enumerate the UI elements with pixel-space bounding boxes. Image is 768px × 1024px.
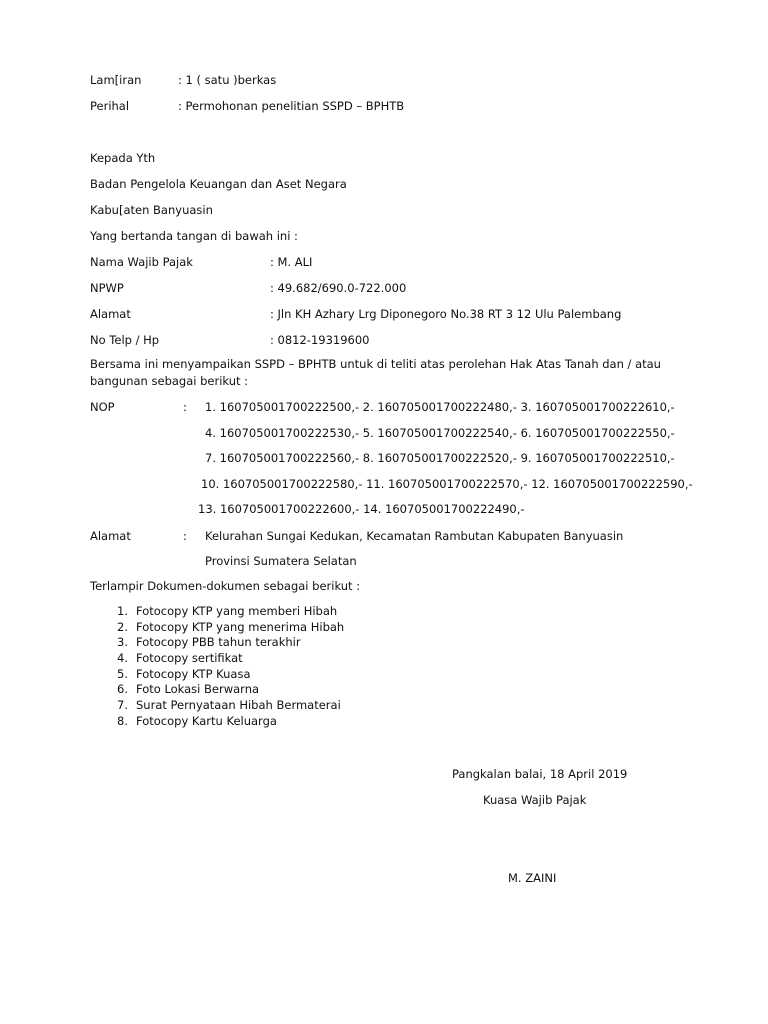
intro-text: Yang bertanda tangan di bawah ini : bbox=[90, 229, 298, 243]
recipient-regency: Kabu[aten Banyuasin bbox=[90, 203, 213, 217]
list-item-text: Fotocopy KTP Kuasa bbox=[136, 666, 251, 681]
nop-row: 13. 160705001700222600,- 14. 160705001700222490,- bbox=[198, 502, 525, 516]
list-item-number: 7. bbox=[117, 698, 128, 713]
nop-colon: : bbox=[183, 400, 187, 414]
npwp-label: NPWP bbox=[90, 281, 124, 295]
list-item-number: 6. bbox=[117, 682, 128, 697]
statement-line-1: Bersama ini menyampaikan SSPD – BPHTB untuk di teliti atas perolehan Hak Atas Tanah dan / atau bbox=[90, 357, 661, 371]
nop-row: 10. 160705001700222580,- 11. 160705001700222570,- 12. 160705001700222590,- bbox=[201, 477, 693, 491]
attachments-heading: Terlampir Dokumen-dokumen sebagai berikut : bbox=[90, 579, 361, 593]
signature-name: M. ZAINI bbox=[508, 871, 557, 885]
taxpayer-name-value: : M. ALI bbox=[270, 255, 313, 269]
list-item-text: Fotocopy KTP yang menerima Hibah bbox=[136, 619, 345, 634]
nop-row: 4. 160705001700222530,- 5. 160705001700222540,- 6. 160705001700222550,- bbox=[205, 426, 675, 440]
statement-line-2: bangunan sebagai berikut : bbox=[90, 374, 249, 388]
location-line-2: Provinsi Sumatera Selatan bbox=[205, 554, 357, 568]
location-line-1: Kelurahan Sungai Kedukan, Kecamatan Rambutan Kabupaten Banyuasin bbox=[205, 529, 624, 543]
location-colon: : bbox=[183, 529, 187, 543]
list-item-text: Fotocopy PBB tahun terakhir bbox=[136, 635, 301, 650]
list-item-text: Fotocopy KTP yang memberi Hibah bbox=[136, 604, 338, 618]
signature-role: Kuasa Wajib Pajak bbox=[483, 793, 587, 807]
list-item-number: 2. bbox=[117, 619, 128, 634]
signature-place-date: Pangkalan balai, 18 April 2019 bbox=[452, 767, 628, 781]
recipient-agency: Badan Pengelola Keuangan dan Aset Negara bbox=[90, 177, 347, 191]
perihal-value: : Permohonan penelitian SSPD – BPHTB bbox=[178, 99, 405, 113]
list-item-number: 5. bbox=[117, 666, 128, 681]
taxpayer-name-label: Nama Wajib Pajak bbox=[90, 255, 193, 269]
nop-label: NOP bbox=[90, 400, 115, 414]
list-item-number: 1. bbox=[117, 604, 128, 618]
list-item-text: Fotocopy sertifikat bbox=[136, 651, 243, 666]
phone-value: : 0812-19319600 bbox=[270, 333, 370, 347]
lampiran-label: Lam[iran bbox=[90, 73, 142, 87]
list-item-text: Foto Lokasi Berwarna bbox=[136, 682, 260, 697]
perihal-label: Perihal bbox=[90, 99, 130, 113]
taxpayer-address-value: : Jln KH Azhary Lrg Diponegoro No.38 RT 3 12 Ulu Palembang bbox=[270, 307, 622, 321]
list-item-text: Surat Pernyataan Hibah Bermaterai bbox=[136, 698, 341, 713]
recipient-salutation: Kepada Yth bbox=[90, 151, 156, 165]
taxpayer-address-label: Alamat bbox=[90, 307, 131, 321]
nop-row: 7. 160705001700222560,- 8. 160705001700222520,- 9. 160705001700222510,- bbox=[205, 451, 675, 465]
phone-label: No Telp / Hp bbox=[90, 333, 160, 347]
nop-row: 1. 160705001700222500,- 2. 160705001700222480,- 3. 160705001700222610,- bbox=[205, 400, 675, 414]
list-item-number: 3. bbox=[117, 635, 128, 650]
lampiran-value: : 1 ( satu )berkas bbox=[178, 73, 277, 87]
list-item-number: 8. bbox=[117, 713, 128, 728]
location-label: Alamat bbox=[90, 529, 131, 543]
list-item-number: 4. bbox=[117, 651, 128, 666]
list-item-text: Fotocopy Kartu Keluarga bbox=[136, 713, 277, 728]
npwp-value: : 49.682/690.0-722.000 bbox=[270, 281, 407, 295]
